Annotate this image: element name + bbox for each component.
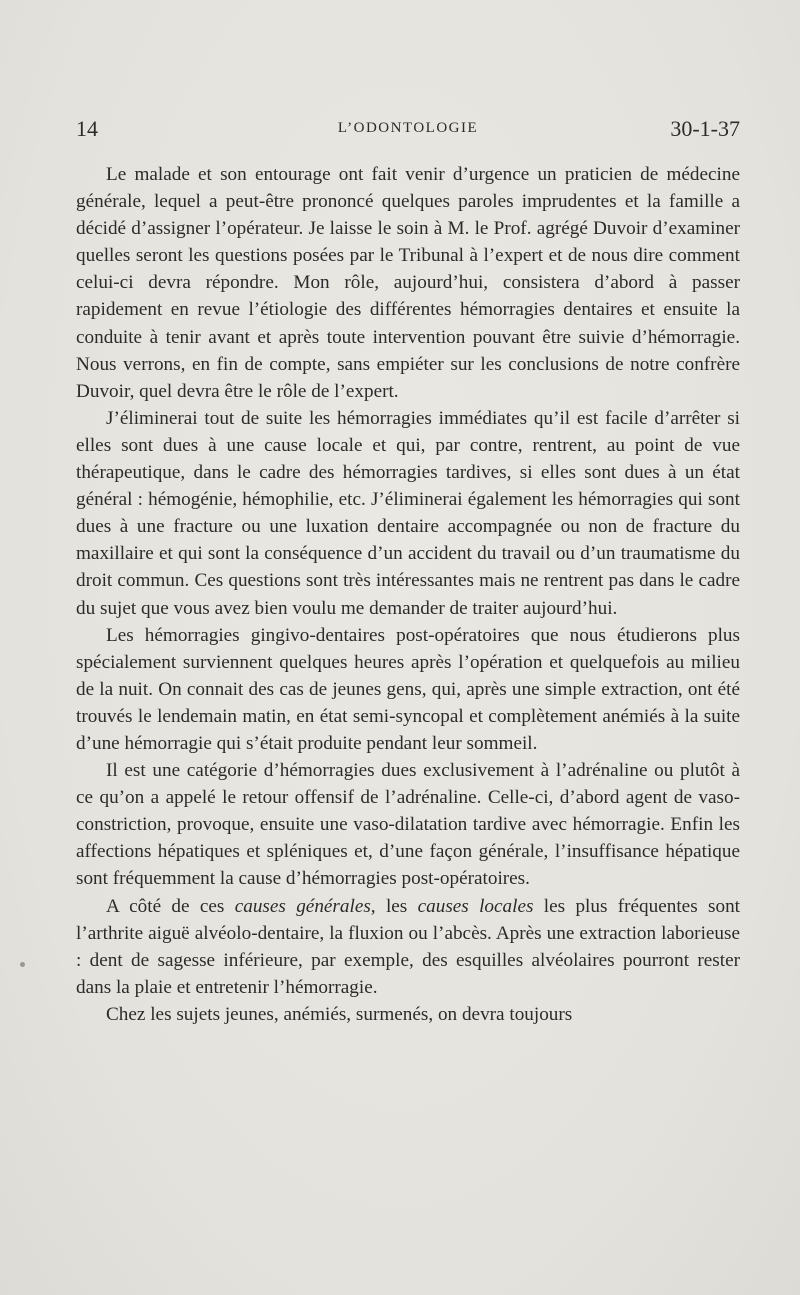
- text-run: les plus fréquentes sont l’arthrite aiguë alvéolo-dentaire, la fluxion ou l’abcès. Après une extraction laborieuse : dent de sagesse inférieure, par exemple, des esquilles alvéolaires pourront rester dans la plaie et entretenir l’hémorragie.: [76, 895, 740, 998]
- italic-term: causes générales,: [234, 895, 376, 917]
- running-header: [76, 116, 740, 144]
- article-body: [76, 161, 740, 1028]
- paragraph: Chez les sujets jeunes, anémiés, surmenés, on devra toujours: [106, 1003, 573, 1025]
- issue-date: 30-1-37: [670, 116, 740, 141]
- paragraph: J’éliminerai tout de suite les hémorragies immédiates qu’il est facile d’arrêter si elles sont dues à une cause locale et qui, par contre, rentrent, au point de vue thérapeutique, dans le cadre des hémorragies tardives, si elles sont dues à un état général : hémogénie, hémophilie, etc. J’éliminerai également les hémorragies qui sont dues à une fracture ou une luxation dentaire accompagnée ou non de fracture du maxillaire et qui sont la conséquence d’un accident du travail ou d’un traumatisme du droit commun. Ces questions sont très intéressantes mais ne rentrent pas dans le cadre du sujet que vous avez bien voulu me demander de traiter aujourd’hui.: [76, 407, 740, 619]
- paragraph: Le malade et son entourage ont fait venir d’urgence un praticien de médecine générale, lequel a peut-être prononcé quelques paroles imprudentes et la famille a décidé d’assigner l’opérateur. Je laisse le soin à M. le Prof. agrégé Duvoir d’examiner quelles seront les questions posées par le Tribunal à l’expert et de nous dire comment celui-ci devra répondre. Mon rôle, aujourd’hui, consistera d’abord à passer rapidement en revue l’étiologie des différentes hémorragies dentaires et ensuite la conduite à tenir avant et après toute intervention pouvant être suivie d’hémorragie. Nous verrons, en fin de compte, sans empiéter sur les conclusions de notre confrère Duvoir, quel devra être le rôle de l’expert.: [76, 164, 740, 402]
- paragraph: [76, 893, 740, 1001]
- text-run: les: [375, 895, 418, 917]
- running-title: L’ODONTOLOGIE: [337, 120, 479, 136]
- paragraph: Il est une catégorie d’hémorragies dues exclusivement à l’adrénaline ou plutôt à ce qu’on a appelé le retour offensif de l’adrénaline. Celle-ci, d’abord agent de vaso-constriction, provoque, ensuite une vaso-dilatation tardive avec hémorragie. Enfin les affections hépatiques et spléniques et, d’une façon générale, l’insuffisance hépatique sont fréquemment la cause d’hémorragies post-opératoires.: [76, 760, 740, 890]
- italic-term: causes locales: [417, 895, 534, 917]
- text-run: A côté de ces: [106, 895, 235, 917]
- paragraph: Les hémorragies gingivo-dentaires post-opératoires que nous étudierons plus spécialement surviennent quelques heures après l’opération et quelquefois au milieu de la nuit. On connait des cas de jeunes gens, qui, après une simple extraction, ont été trouvés le lendemain matin, en état semi-syncopal et complètement anémiés à la suite d’une hémorragie qui s’était produite pendant leur sommeil.: [76, 624, 740, 754]
- margin-speck: [20, 962, 25, 967]
- page-number: 14: [76, 116, 98, 141]
